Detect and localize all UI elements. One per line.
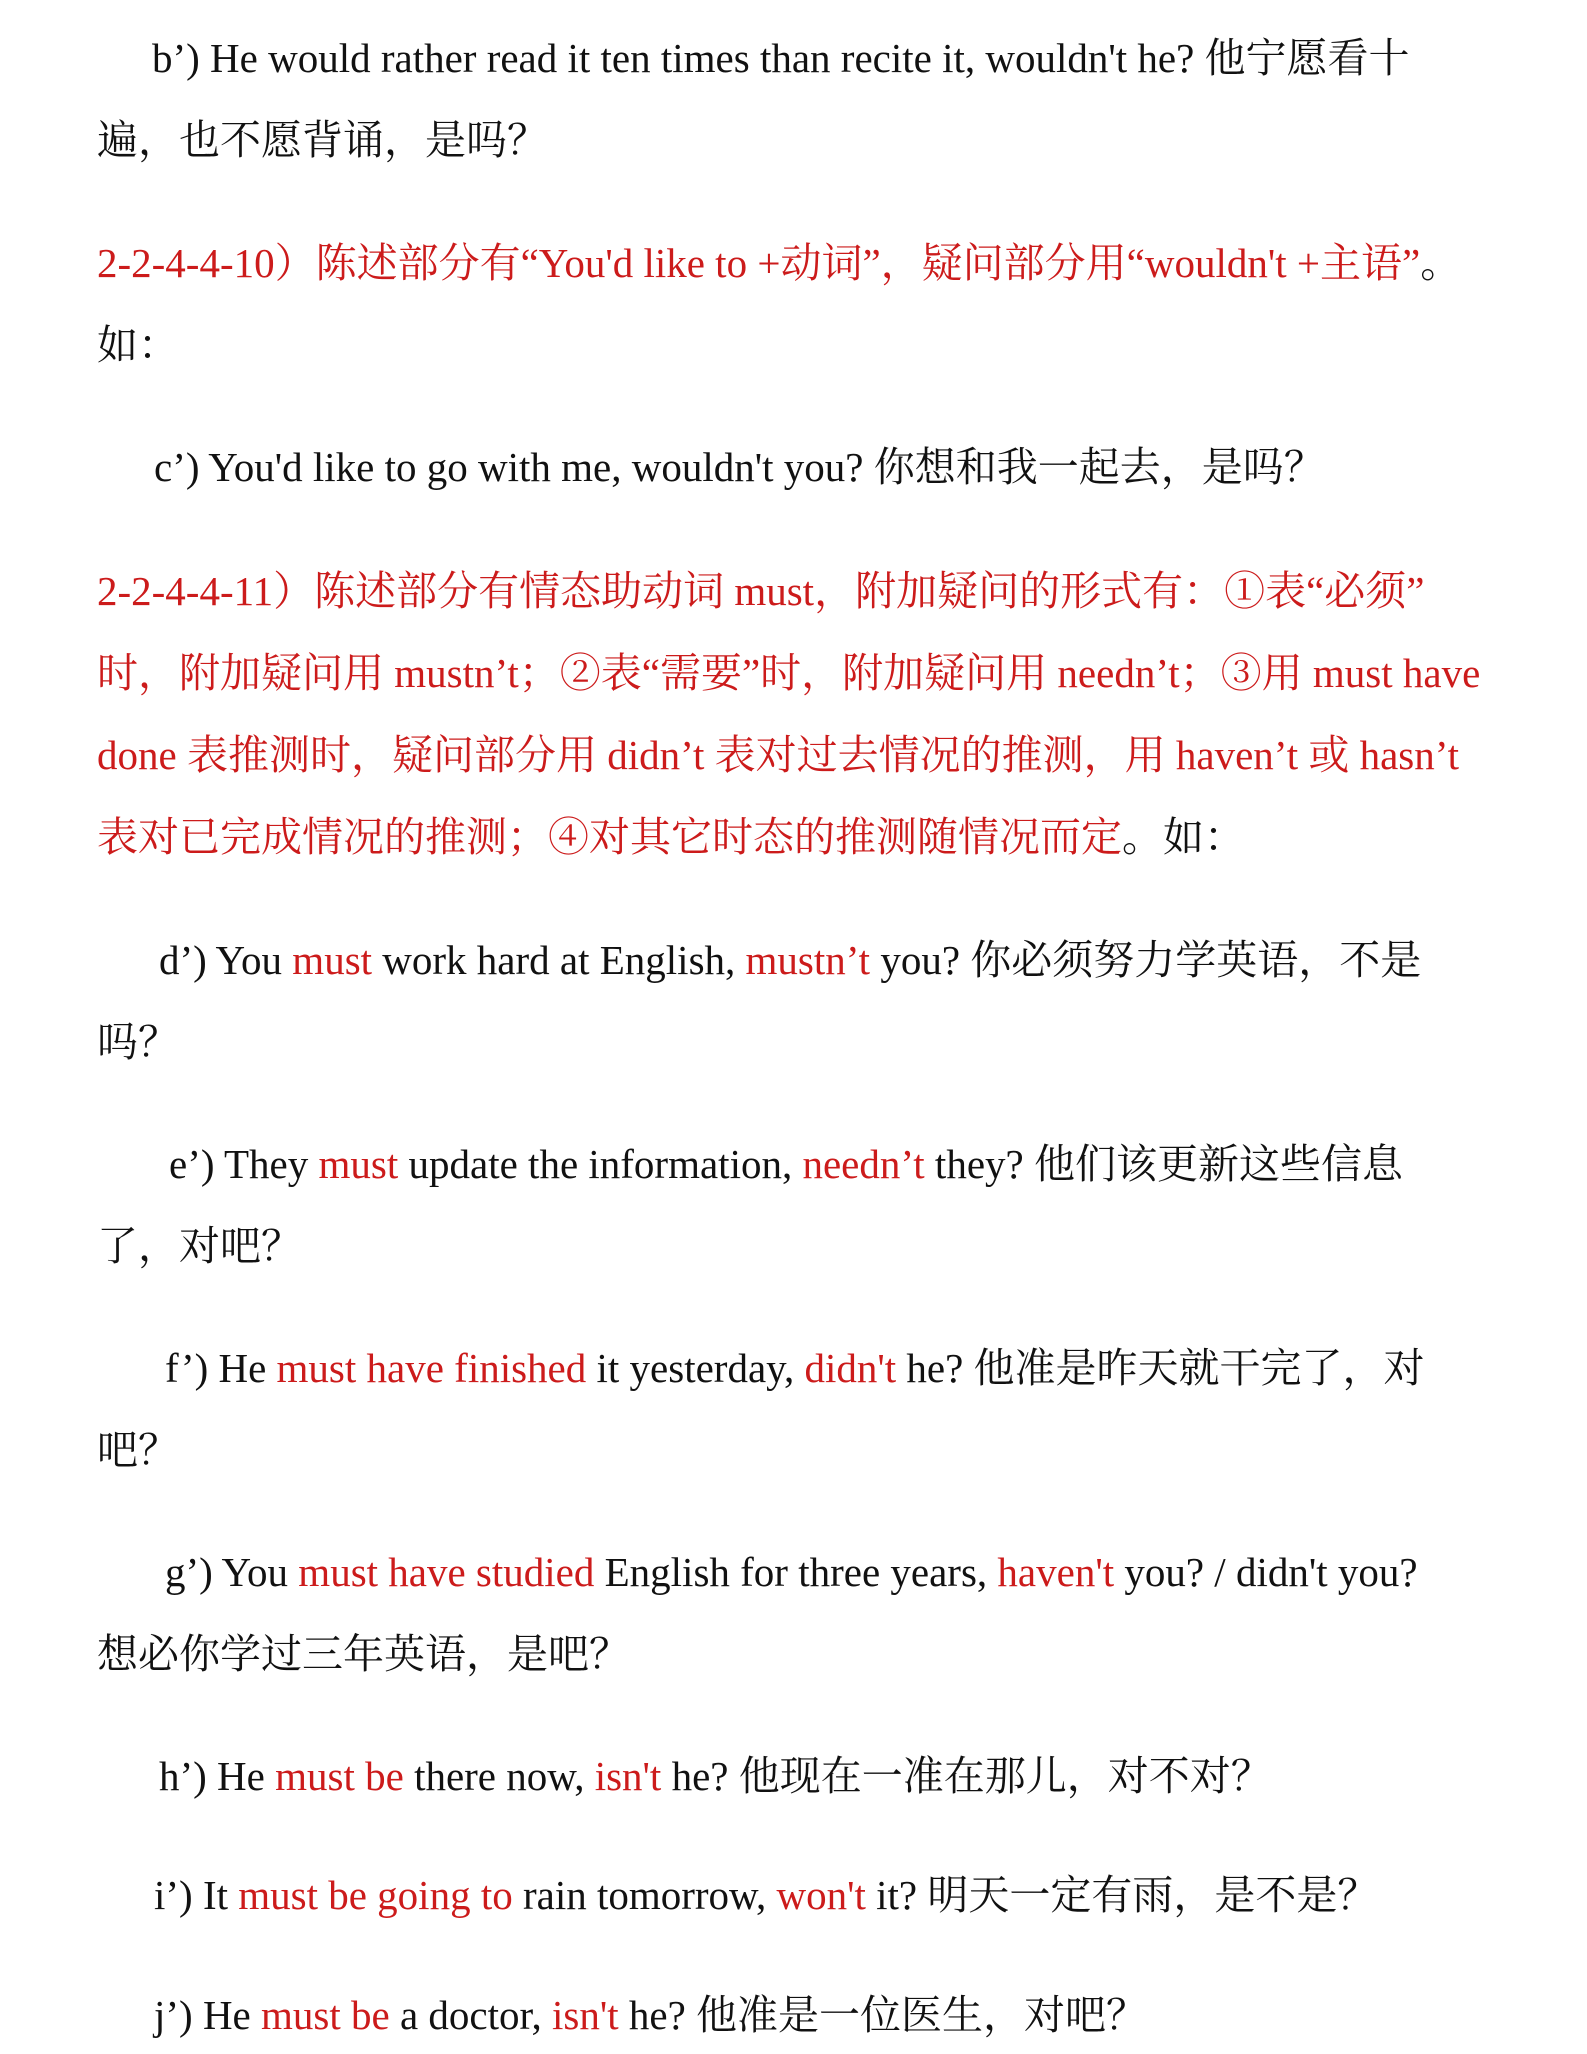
example-f-highlight-tag: didn't — [804, 1345, 897, 1391]
example-g-highlight-tag: haven't — [997, 1549, 1115, 1595]
example-e-text: they? 他们该更新这些信息 — [924, 1141, 1403, 1187]
example-b-line-1: b’) He would rather read it ten times than recite it, wouldn't he? 他宁愿看十 — [152, 35, 1410, 81]
example-g-line-1 — [165, 1547, 1418, 1597]
example-g-highlight-modal: must have studied — [298, 1549, 595, 1595]
example-h-highlight-modal: must be — [275, 1753, 404, 1799]
example-d-line-2: 吗？ — [97, 1019, 179, 1065]
example-c-line-1: c’) You'd like to go with me, wouldn't you? 你想和我一起去，是吗？ — [154, 444, 1325, 490]
example-f-text: f’) He — [165, 1345, 277, 1391]
example-e-highlight-tag: needn’t — [802, 1141, 925, 1187]
rule-11-line-3: done 表推测时，疑问部分用 didn’t 表对过去情况的推测，用 haven’t 或 hasn’t — [97, 732, 1460, 778]
example-d-text: you? 你必须努力学英语，不是 — [870, 937, 1422, 983]
example-g-line-2: 想必你学过三年英语，是吧？ — [97, 1631, 630, 1677]
rule-10-line-2: 如： — [97, 322, 179, 368]
example-j-line-1 — [154, 1990, 1147, 2040]
example-j-text: he? 他准是一位医生，对吧？ — [618, 1992, 1148, 2038]
example-d-text: d’) You — [159, 937, 293, 983]
example-h-highlight-tag: isn't — [594, 1753, 662, 1799]
example-g-text: English for three years, — [594, 1549, 998, 1595]
example-f-text: he? 他准是昨天就干完了，对 — [896, 1345, 1425, 1391]
example-e-text: update the information, — [398, 1141, 803, 1187]
example-i-line-1 — [154, 1870, 1378, 1920]
rule-10-period: 。 — [1420, 240, 1462, 286]
rule-11-line-1: 2-2-4-4-11）陈述部分有情态助动词 must，附加疑问的形式有：①表“必须” — [97, 568, 1425, 614]
example-e-highlight-modal: must — [318, 1141, 399, 1187]
example-h-text: h’) He — [159, 1753, 276, 1799]
rule-10-line-1 — [97, 238, 1461, 288]
example-g-text: g’) You — [165, 1549, 299, 1595]
rule-10-text: 2-2-4-4-10）陈述部分有“You'd like to +动词”，疑问部分用“wouldn't +主语” — [97, 240, 1421, 286]
rule-11-text-4: 表对已完成情况的推测；④对其它时态的推测随情况而定 — [97, 814, 1122, 860]
example-i-text: i’) It — [154, 1872, 239, 1918]
example-f-highlight-modal: must have finished — [276, 1345, 587, 1391]
example-j-highlight-tag: isn't — [552, 1992, 619, 2038]
example-j-text: j’) He — [154, 1992, 262, 2038]
example-f-line-1 — [165, 1343, 1425, 1393]
example-f-line-2: 吧？ — [97, 1427, 179, 1473]
example-i-highlight-modal: must be going to — [238, 1872, 513, 1918]
example-d-line-1 — [159, 935, 1421, 985]
example-j-text: a doctor, — [389, 1992, 553, 2038]
example-d-highlight-modal: must — [292, 937, 373, 983]
example-e-line-1 — [169, 1139, 1403, 1189]
example-i-text: rain tomorrow, — [512, 1872, 777, 1918]
example-h-line-1 — [159, 1751, 1272, 1801]
rule-11-line-4 — [97, 812, 1245, 862]
example-f-text: it yesterday, — [586, 1345, 805, 1391]
example-b-line-2: 遍，也不愿背诵，是吗？ — [97, 117, 548, 163]
example-j-highlight-modal: must be — [261, 1992, 390, 2038]
example-d-highlight-tag: mustn’t — [745, 937, 871, 983]
example-e-line-2: 了，对吧？ — [97, 1223, 302, 1269]
example-h-text: he? 他现在一准在那儿，对不对？ — [661, 1753, 1272, 1799]
example-e-text: e’) They — [169, 1141, 319, 1187]
example-d-text: work hard at English, — [372, 937, 746, 983]
example-i-highlight-tag: won't — [776, 1872, 866, 1918]
rule-11-end: 。如： — [1122, 814, 1245, 860]
example-h-text: there now, — [403, 1753, 595, 1799]
rule-11-line-2: 时，附加疑问用 mustn’t；②表“需要”时，附加疑问用 needn’t；③用 must have — [97, 650, 1481, 696]
example-g-text: you? / didn't you? — [1114, 1549, 1418, 1595]
example-i-text: it? 明天一定有雨，是不是？ — [865, 1872, 1379, 1918]
